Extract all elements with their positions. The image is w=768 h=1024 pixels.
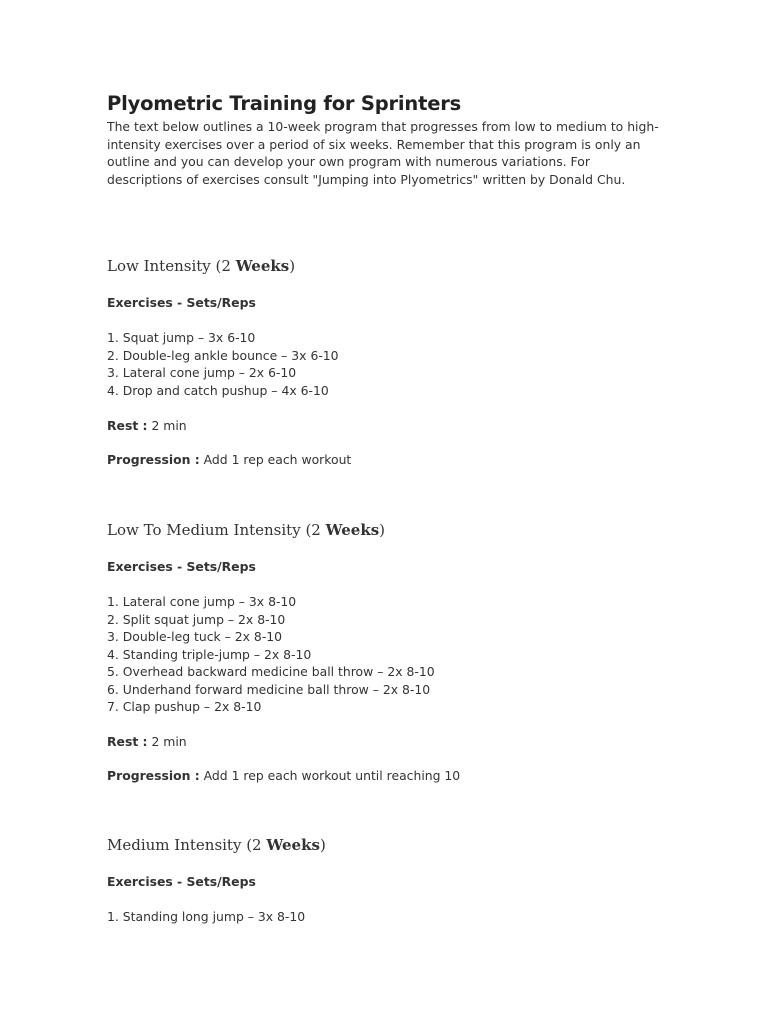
list-item: 1. Lateral cone jump – 3x 8-10 xyxy=(107,594,297,609)
progression-line-low-to-medium xyxy=(107,768,460,783)
list-item: 7. Clap pushup – 2x 8-10 xyxy=(107,699,262,714)
exercise-list-low-to-medium xyxy=(107,593,435,716)
list-item: 3. Lateral cone jump – 2x 6-10 xyxy=(107,365,297,380)
list-item: 4. Drop and catch pushup – 4x 6-10 xyxy=(107,382,329,398)
rest-line-low-to-medium xyxy=(107,734,187,749)
section-heading-weeks: Weeks xyxy=(235,257,290,275)
section-heading-text: Medium Intensity (2 xyxy=(107,836,267,854)
exercises-subheading-low: Exercises - Sets/Reps xyxy=(107,295,256,310)
rest-line-low xyxy=(107,418,187,433)
list-item: 1. Squat jump – 3x 6-10 xyxy=(107,330,256,345)
rest-label: Rest : xyxy=(107,418,148,433)
list-item: 6. Underhand forward medicine ball throw – 2x 8-10 xyxy=(107,681,431,697)
section-heading-medium xyxy=(107,836,326,854)
list-item: 5. Overhead backward medicine ball throw – 2x 8-10 xyxy=(107,664,435,679)
list-item: 4. Standing triple-jump – 2x 8-10 xyxy=(107,646,312,662)
exercises-subheading-low-to-medium: Exercises - Sets/Reps xyxy=(107,559,256,574)
section-heading-weeks: Weeks xyxy=(266,836,320,854)
progression-value: Add 1 rep each workout xyxy=(199,452,352,467)
list-item: 2. Double-leg ankle bounce – 3x 6-10 xyxy=(107,347,339,363)
list-item: 3. Double-leg tuck – 2x 8-10 xyxy=(107,629,283,644)
section-heading-weeks: Weeks xyxy=(325,521,380,539)
exercises-subheading-medium: Exercises - Sets/Reps xyxy=(107,874,256,889)
list-item: 2. Split squat jump – 2x 8-10 xyxy=(107,611,286,627)
exercise-list-low xyxy=(107,329,339,399)
rest-value: 2 min xyxy=(147,418,187,433)
page-title: Plyometric Training for Sprinters xyxy=(107,92,462,115)
section-heading-text: Low To Medium Intensity (2 xyxy=(107,521,326,539)
section-heading-close: ) xyxy=(289,257,296,275)
section-heading-close: ) xyxy=(319,836,326,854)
section-heading-text: Low Intensity (2 xyxy=(107,257,236,275)
progression-label: Progression : xyxy=(107,768,200,783)
intro-paragraph: The text below outlines a 10-week program that progresses from low to medium to high-intensity exercises over a period of six weeks. Remember that this program is only an outline and you can develop your own program with numerous variations. For descriptions of exercises consult "Jumping into Plyometrics" written by Donald Chu. xyxy=(107,119,659,187)
section-heading-low-to-medium xyxy=(107,521,385,539)
exercise-list-medium xyxy=(107,908,305,926)
section-heading-low xyxy=(107,257,295,275)
section-heading-close: ) xyxy=(379,521,386,539)
progression-line-low xyxy=(107,452,351,467)
progression-value: Add 1 rep each workout until reaching 10 xyxy=(199,768,461,783)
list-item: 1. Standing long jump – 3x 8-10 xyxy=(107,909,306,924)
rest-label: Rest : xyxy=(107,734,148,749)
progression-label: Progression : xyxy=(107,452,200,467)
rest-value: 2 min xyxy=(147,734,187,749)
